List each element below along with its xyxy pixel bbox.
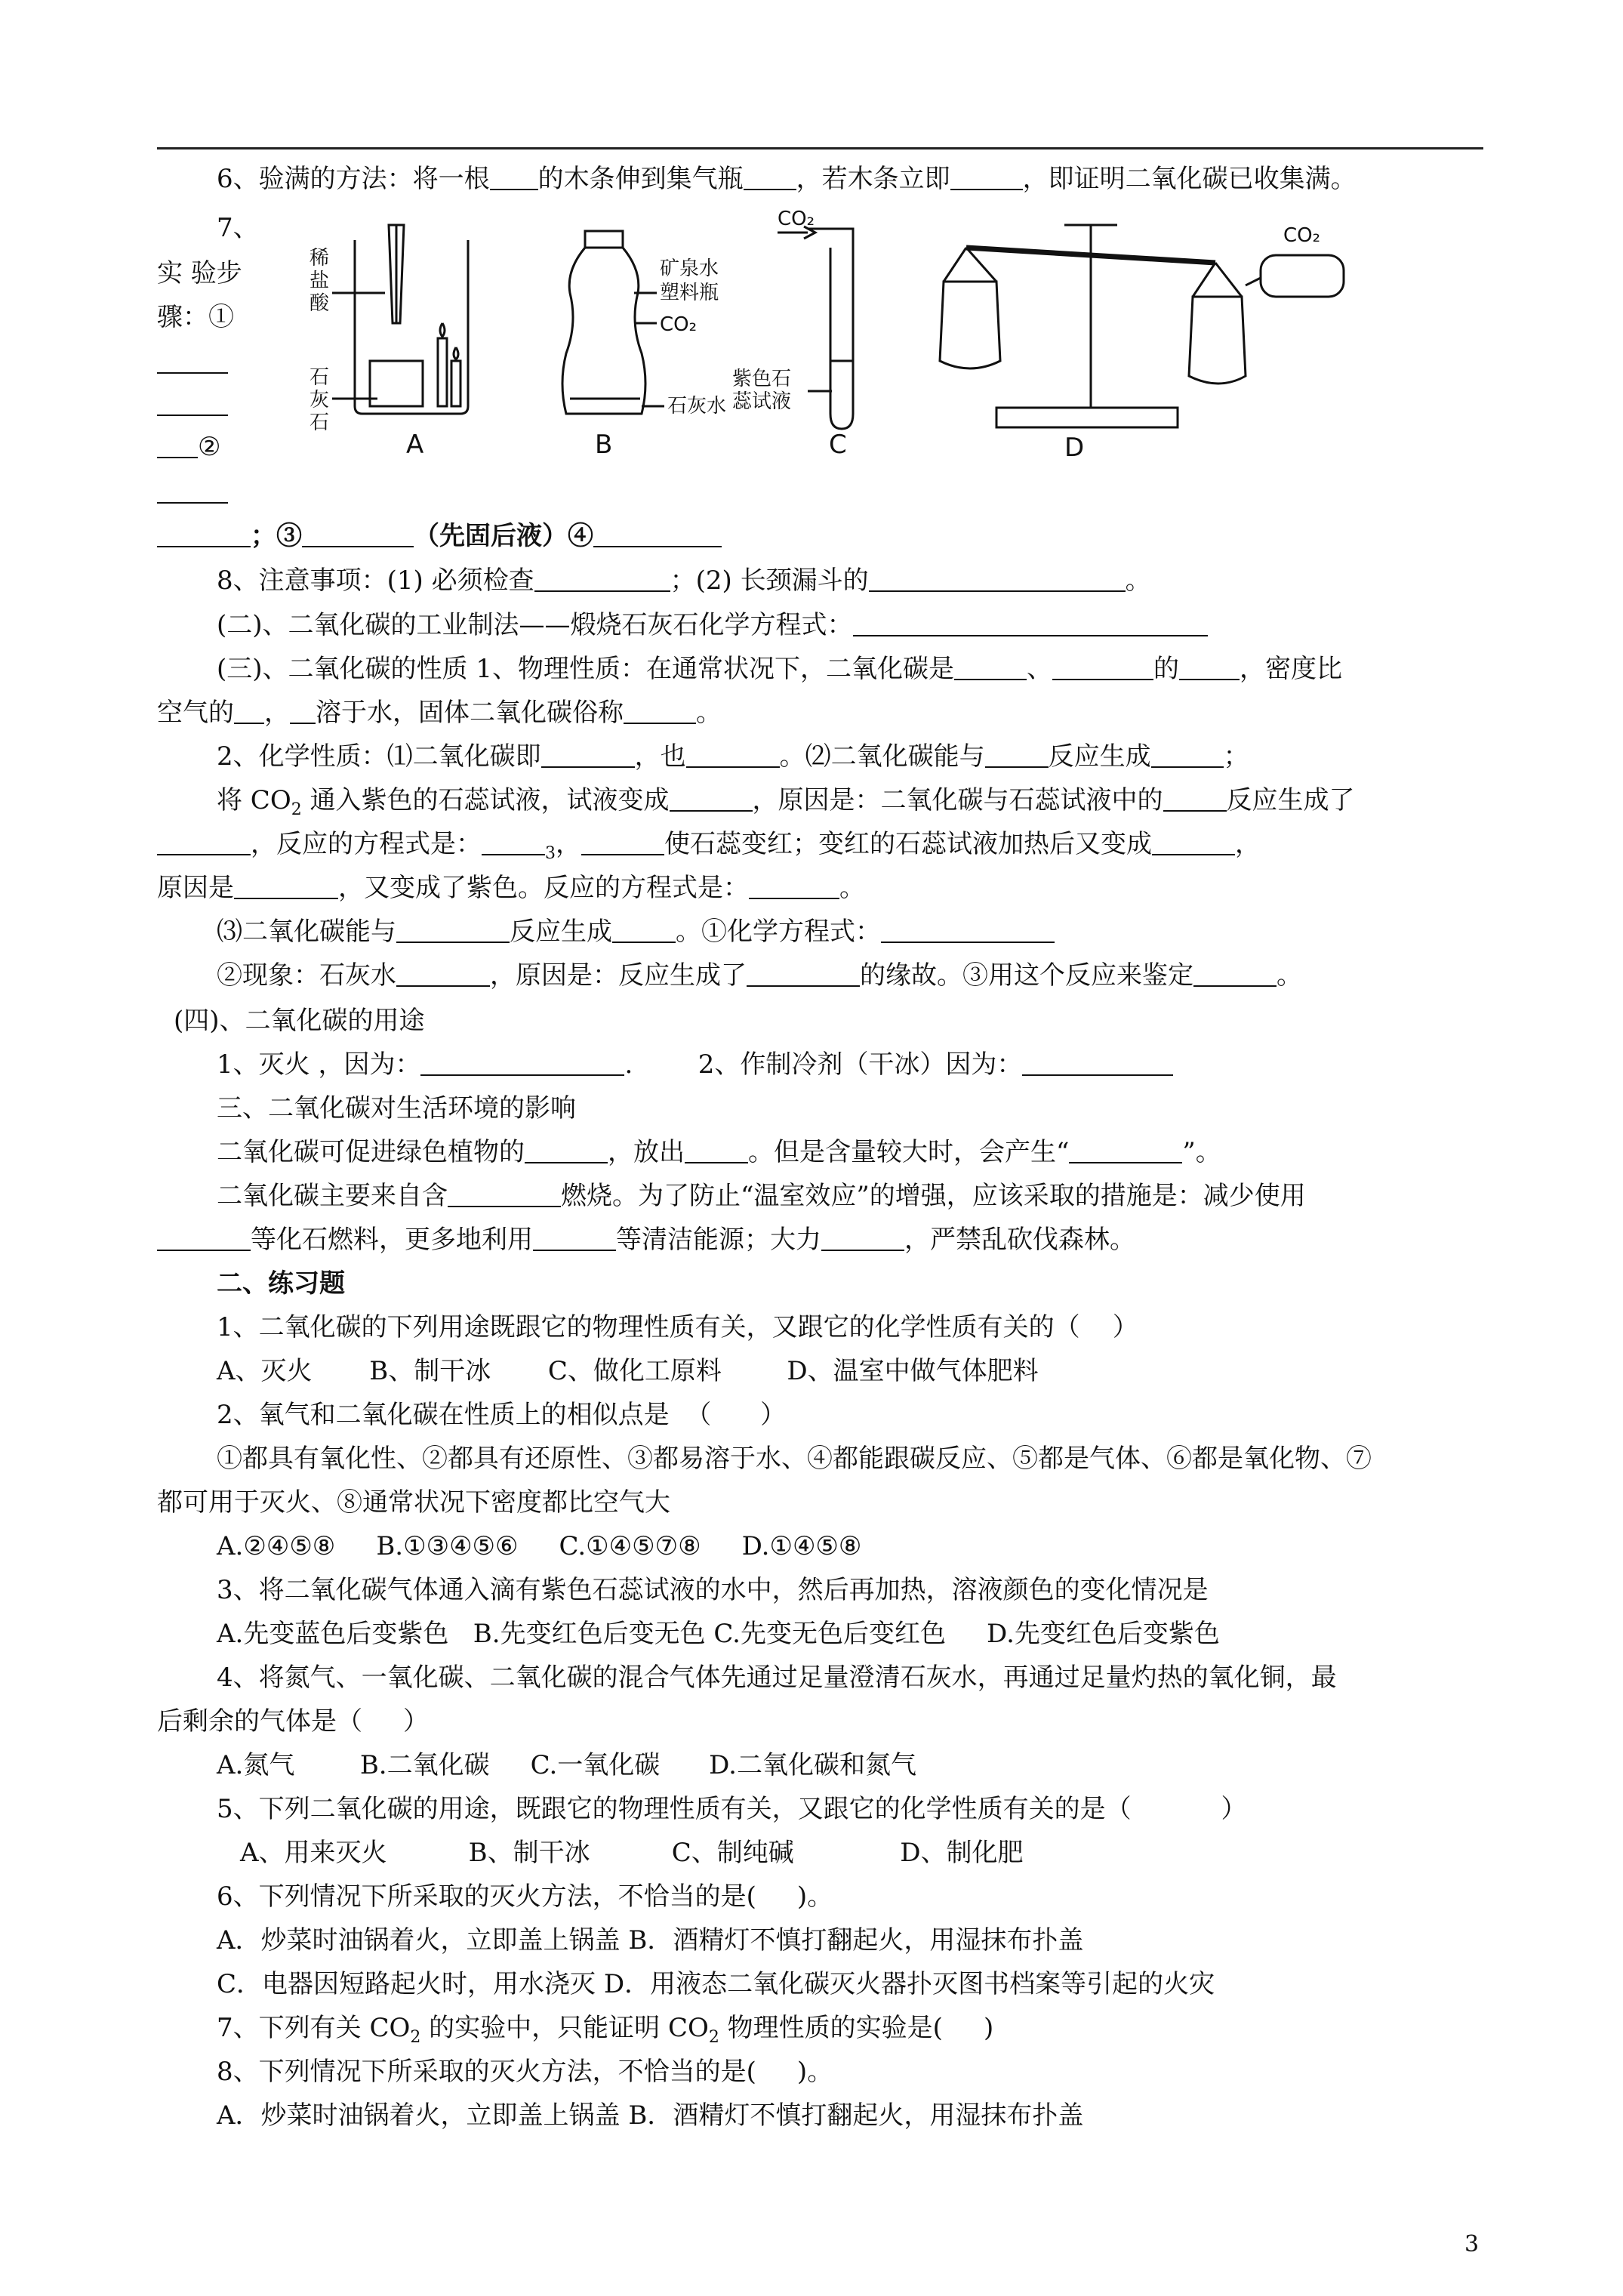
section-heading: (四)、二氧化碳的用途 [174, 1006, 425, 1036]
text-line: ⑶二氧化碳能与 反应生成 。①化学方程式： [217, 915, 1055, 948]
question-options: A.先变蓝色后变紫色 B.先变红色后变无色 C.先变无色后变红色 D.先变红色后变紫色 [217, 1619, 1220, 1649]
text-line: 6、验满的方法：将一根 的木条伸到集气瓶 ，若木条立即 ，即证明二氧化碳已收集满。 [217, 164, 1357, 194]
section-heading: 二、练习题 [217, 1268, 345, 1299]
question: 1、二氧化碳的下列用途既跟它的物理性质有关，又跟它的化学性质有关的（ ） [217, 1312, 1138, 1342]
text-line: 原因是 ，又变成了紫色。反应的方程式是： 。 [157, 873, 865, 903]
label-co2-b: CO₂ [660, 313, 698, 336]
label-dilute: 稀 [310, 247, 330, 270]
label-co2-d: CO₂ [1283, 224, 1321, 247]
question: 5、下列二氧化碳的用途，既跟它的物理性质有关，又跟它的化学性质有关的是（ ） [217, 1794, 1247, 1824]
question-options: A．炒菜时油锅着火，立即盖上锅盖 B．酒精灯不慎打翻起火，用湿抹布扑盖 [217, 1925, 1084, 1955]
question-text: 都可用于灭火、⑧通常状况下密度都比空气大 [157, 1487, 670, 1518]
label-co2-c: CO₂ [778, 210, 815, 230]
question-options: A.氮气 B.二氧化碳 C.一氧化碳 D.二氧化碳和氮气 [217, 1750, 916, 1780]
label-litmus2: 蕊试液 [732, 390, 792, 413]
question-options: A.②④⑤⑧ B.①③④⑤⑥ C.①④⑤⑦⑧ D.①④⑤⑧ [217, 1531, 862, 1561]
blank-line [157, 346, 228, 379]
text-line: 二氧化碳主要来自含 燃烧。为了防止“温室效应”的增强，应该采取的措施是：减少使用 [217, 1181, 1306, 1211]
caption-b: B [595, 430, 613, 459]
label-lime2: 灰 [310, 389, 330, 411]
text-line: ；③ （先固后液）④ [157, 519, 722, 553]
text-line: 8、注意事项：(1) 必须检查 ；(2) 长颈漏斗的 。 [217, 566, 1151, 596]
page-number: 3 [1464, 2231, 1480, 2257]
question: 3、将二氧化碳气体通入滴有紫色石蕊试液的水中，然后再加热，溶液颜色的变化情况是 [217, 1575, 1209, 1605]
apparatus-d [940, 225, 1344, 427]
blank-line [157, 476, 228, 509]
question-options: C．电器因短路起火时，用水浇灭 D．用液态二氧化碳灭火器扑灭图书档案等引起的火灾 [217, 1969, 1215, 1999]
text-line: 等化石燃料，更多地利用 等清洁能源；大力 ，严禁乱砍伐森林。 [157, 1223, 1135, 1256]
text-line: 7、 [217, 213, 259, 243]
question-options: A、灭火 B、制干冰 C、做化工原料 D、温室中做气体肥料 [217, 1356, 1039, 1386]
text-line: 二氧化碳可促进绿色植物的 ，放出 。但是含量较大时，会产生“ ”。 [217, 1137, 1221, 1167]
label-lime1: 石 [310, 366, 330, 389]
question: 7、下列有关 $CO_2$ 的实验中，只能证明 $CO_2$ 物理性质的实验是( ) [217, 2013, 994, 2047]
text-line: 空气的 ， 溶于水，固体二氧化碳俗称 。 [157, 698, 722, 728]
question-options: A、用来灭火 B、制干冰 C、制纯碱 D、制化肥 [240, 1838, 1024, 1868]
text-line: 将 $CO_2$ 通入紫色的石蕊试液，试液变成 ，原因是：二氧化碳与石蕊试液中的 反应生成了 [217, 785, 1355, 819]
text-line: 1、灭火 ，因为： . 2、作制冷剂（干冰）因为： [217, 1048, 1173, 1081]
label-plastic-bottle: 塑料瓶 [660, 282, 719, 304]
caption-c: C [829, 430, 847, 459]
experiment-apparatus-figure [279, 210, 1351, 459]
section-heading: 三、二氧化碳对生活环境的影响 [217, 1093, 576, 1123]
text-line: 骤：① [157, 302, 234, 332]
text-line: 实 验步 [157, 258, 242, 288]
text-line: 2、化学性质：⑴二氧化碳即 ，也 。⑵二氧化碳能与 反应生成 ； [217, 741, 1249, 772]
label-mineral-water: 矿泉水 [660, 257, 719, 280]
question-text: ①都具有氧化性、②都具有还原性、③都易溶于水、④都能跟碳反应、⑤都是气体、⑥都是氧化物、⑦ [217, 1444, 1372, 1474]
text-line: ，反应的方程式是： $_3$， 使石蕊变红；变红的石蕊试液加热后又变成 ， [157, 827, 1261, 871]
text-line: ②现象：石灰水 ，原因是：反应生成了 的缘故。③用这个反应来鉴定 。 [217, 960, 1302, 991]
question: 8、下列情况下所采取的灭火方法，不恰当的是( )。 [217, 2057, 833, 2087]
text-line: (二)、二氧化碳的工业制法——煅烧石灰石化学方程式： [217, 609, 1208, 642]
caption-a: A [406, 430, 424, 459]
apparatus-b [562, 231, 664, 414]
blank-line [157, 388, 228, 421]
label-hcl: 盐 [310, 270, 330, 292]
question: 6、下列情况下所采取的灭火方法，不恰当的是( )。 [217, 1881, 833, 1912]
label-lime3: 石 [310, 411, 330, 434]
question-text: 后剩余的气体是（ ） [157, 1706, 430, 1737]
question: 2、氧气和二氧化碳在性质上的相似点是 （ ） [217, 1400, 787, 1430]
text-line: (三)、二氧化碳的性质 1、物理性质：在通常状况下，二氧化碳是 、 的 ，密度比 [217, 654, 1342, 684]
label-limewater: 石灰水 [667, 395, 727, 418]
label-acid: 酸 [310, 292, 330, 315]
caption-d: D [1064, 433, 1085, 459]
question-options: A．炒菜时油锅着火，立即盖上锅盖 B．酒精灯不慎打翻起火，用湿抹布扑盖 [217, 2100, 1084, 2131]
label-litmus1: 紫色石 [732, 368, 792, 390]
text-line: ② [157, 430, 220, 464]
apparatus-a [332, 225, 468, 414]
header-rule [157, 147, 1483, 149]
question: 4、将氮气、一氧化碳、二氧化碳的混合气体先通过足量澄清石灰水，再通过足量灼热的氧化铜，最 [217, 1663, 1337, 1693]
